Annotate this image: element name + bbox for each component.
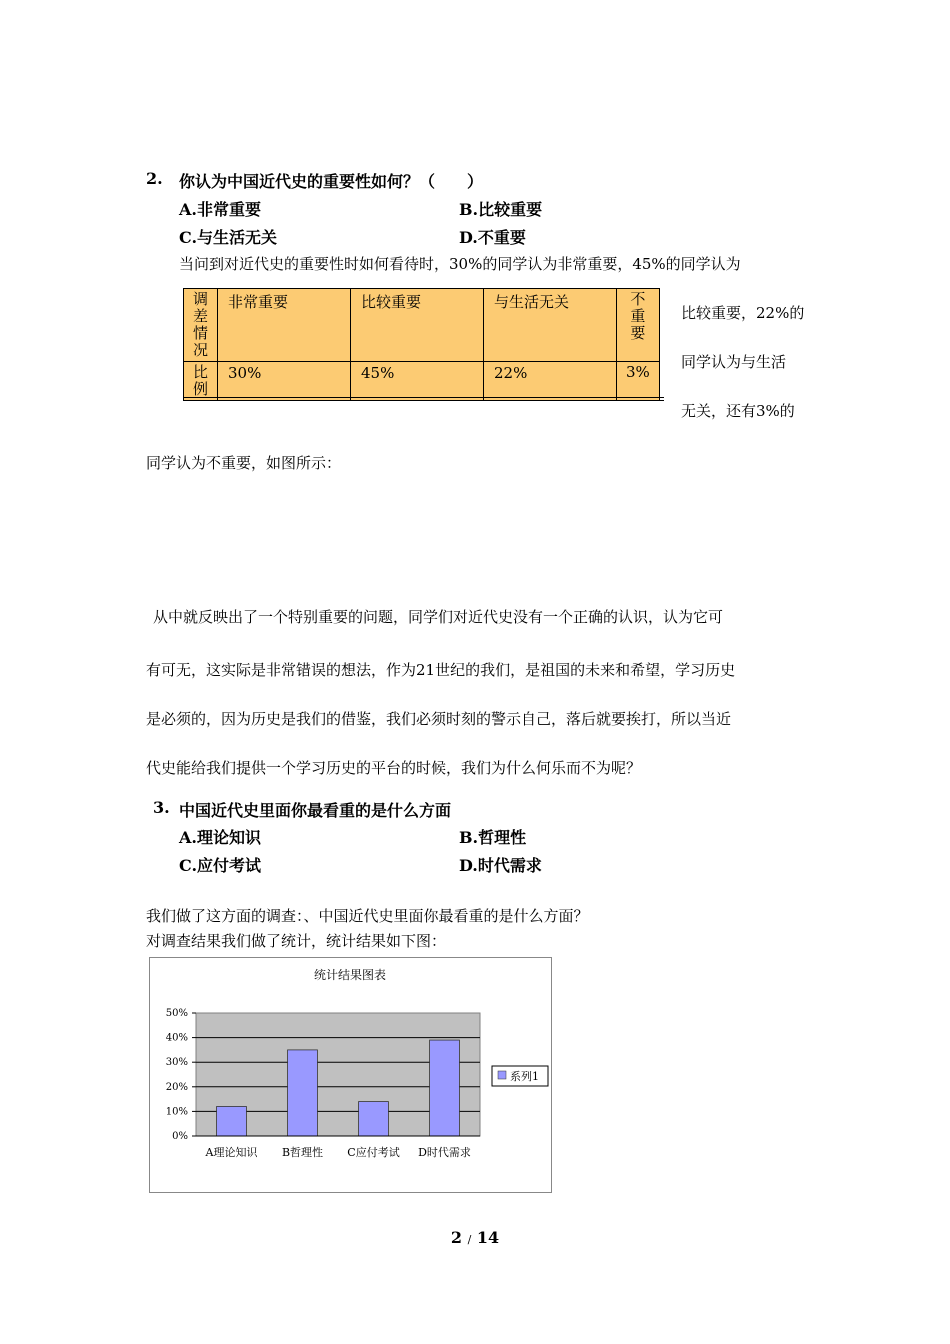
q2-option-b: B.比较重要 xyxy=(459,200,543,219)
q3-number: 3. xyxy=(153,798,170,817)
table-row-head-ratio: 比例 xyxy=(184,362,218,401)
x-tick-label: D时代需求 xyxy=(418,1146,471,1159)
q2-wrap-line-2: 同学认为与生活 xyxy=(681,353,787,371)
chart-title: 统计结果图表 xyxy=(313,968,387,982)
bar xyxy=(288,1050,318,1136)
page-current: 2 xyxy=(450,1228,462,1247)
legend-label: 系列1 xyxy=(510,1070,539,1083)
bar-chart xyxy=(150,958,551,1192)
paragraph-line-3: 是必须的，因为历史是我们的借鉴，我们必须时刻的警示自己，落后就要挨打，所以当近 xyxy=(146,710,732,728)
x-tick-label: C应付考试 xyxy=(347,1146,400,1159)
page-number xyxy=(0,1228,950,1247)
legend-swatch xyxy=(498,1071,506,1079)
q2-question: 你认为中国近代史的重要性如何？（ ） xyxy=(179,172,484,191)
y-tick-label: 50% xyxy=(165,1008,188,1019)
bar xyxy=(217,1106,247,1136)
q2-after-text: 同学认为不重要，如图所示： xyxy=(146,454,342,472)
q2-intro: 当问到对近代史的重要性时如何看待时，30%的同学认为非常重要，45%的同学认为 xyxy=(179,255,741,273)
table-bottom-rule xyxy=(183,397,664,398)
table-header-cell: 比较重要 xyxy=(351,289,484,362)
table-row-head-survey: 调差情况 xyxy=(184,289,218,362)
table-value-cell: 3% xyxy=(617,362,660,401)
q2-option-a: A.非常重要 xyxy=(179,200,261,219)
q3-question: 中国近代史里面你最看重的是什么方面 xyxy=(179,801,452,820)
q2-number: 2. xyxy=(146,169,163,188)
y-tick-label: 10% xyxy=(165,1106,188,1118)
chart-container xyxy=(149,957,552,1193)
x-tick-label: A理论知识 xyxy=(205,1146,258,1159)
q3-option-d: D.时代需求 xyxy=(459,856,542,875)
q3-line-1: 我们做了这方面的调查：、中国近代史里面你最看重的是什么方面？ xyxy=(146,907,589,925)
table-header-cell: 与生活无关 xyxy=(484,289,617,362)
table-value-cell: 45% xyxy=(351,362,484,401)
bar xyxy=(359,1102,389,1136)
q3-option-b: B.哲理性 xyxy=(459,828,527,847)
y-tick-label: 30% xyxy=(165,1057,188,1069)
table-bottom-rule xyxy=(183,400,664,401)
q3-option-c: C.应付考试 xyxy=(179,856,262,875)
q3-line-2: 对调查结果我们做了统计，统计结果如下图： xyxy=(146,932,447,950)
page-total: 14 xyxy=(476,1228,500,1247)
survey-table xyxy=(183,288,660,401)
table-value-cell: 22% xyxy=(484,362,617,401)
paragraph-line-1: 从中就反映出了一个特别重要的问题，同学们对近代史没有一个正确的认识，认为它可 xyxy=(153,608,724,626)
q2-option-c: C.与生活无关 xyxy=(179,228,278,247)
y-tick-label: 40% xyxy=(165,1032,188,1044)
q3-option-a: A.理论知识 xyxy=(179,828,261,847)
q2-option-d: D.不重要 xyxy=(459,228,526,247)
page-separator: / xyxy=(467,1233,472,1246)
paragraph-line-2: 有可无，这实际是非常错误的想法，作为21世纪的我们，是祖国的未来和希望，学习历史 xyxy=(146,661,736,679)
paragraph-line-4: 代史能给我们提供一个学习历史的平台的时候，我们为什么何乐而不为呢？ xyxy=(146,759,642,777)
table-header-cell: 不重要 xyxy=(617,289,660,362)
q2-wrap-line-3: 无关，还有3%的 xyxy=(681,402,795,420)
y-tick-label: 20% xyxy=(165,1081,188,1093)
y-tick-label: 0% xyxy=(172,1131,188,1142)
table-header-cell: 非常重要 xyxy=(218,289,351,362)
q2-wrap-line-1: 比较重要，22%的 xyxy=(681,304,805,322)
x-tick-label: B哲理性 xyxy=(281,1146,324,1159)
table-value-cell: 30% xyxy=(218,362,351,401)
bar xyxy=(430,1040,460,1136)
